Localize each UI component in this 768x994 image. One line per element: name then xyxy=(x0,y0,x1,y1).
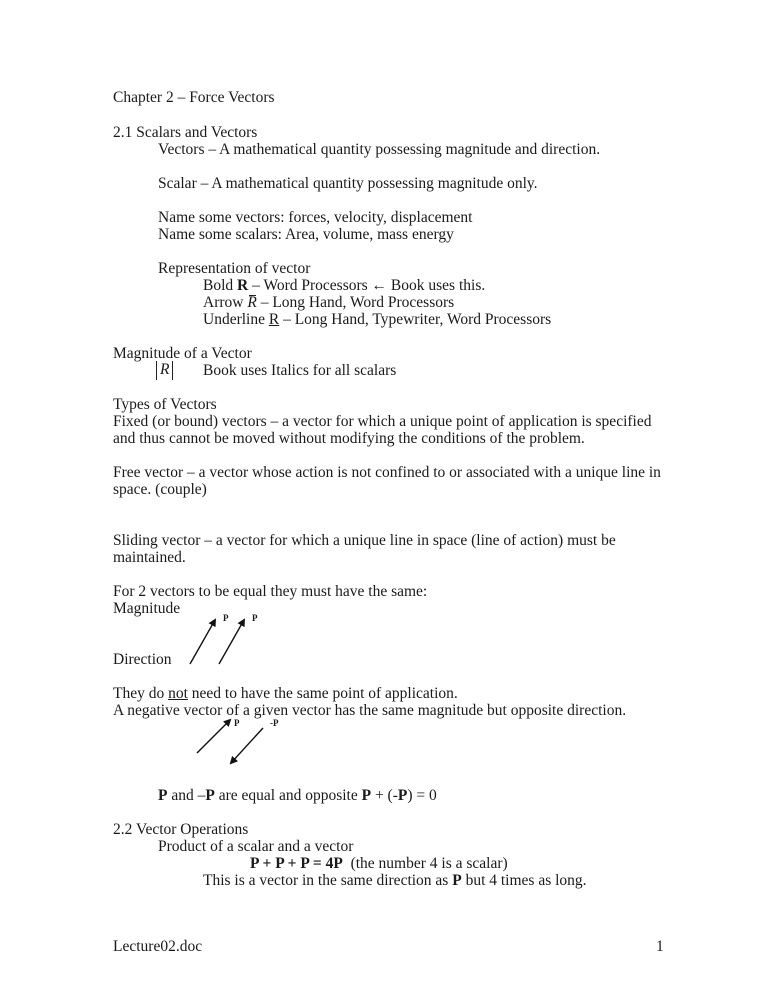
vector-examples: Name some vectors: forces, velocity, displacement xyxy=(158,209,473,226)
footer-filename: Lecture02.doc xyxy=(113,938,203,955)
bold-p: P xyxy=(205,787,215,804)
vector-p-arrow-1 xyxy=(190,620,215,664)
explain-suffix: but 4 times as long. xyxy=(461,872,587,889)
scalar-examples: Name some scalars: Area, volume, mass energy xyxy=(158,226,454,243)
arrow-symbol: R xyxy=(247,294,257,311)
equality-magnitude-label: Magnitude xyxy=(113,600,181,617)
sliding-vector-line-2: maintained. xyxy=(113,549,186,566)
scalar-product-equation xyxy=(250,855,508,872)
equation-note: (the number 4 is a scalar) xyxy=(342,855,508,872)
magnitude-note: Book uses Italics for all scalars xyxy=(203,362,397,379)
types-heading: Types of Vectors xyxy=(113,396,217,413)
arrow-label-p-1: P xyxy=(223,613,229,623)
not-prefix: They do xyxy=(113,685,169,702)
bold-p: P xyxy=(361,787,372,804)
arrow-suffix: – Long Hand, Word Processors xyxy=(256,294,455,311)
text: ) = 0 xyxy=(407,787,437,804)
text: + (- xyxy=(371,787,398,804)
representation-heading: Representation of vector xyxy=(158,260,311,277)
bold-suffix: – Word Processors ← Book uses this. xyxy=(248,277,486,294)
underline-suffix: – Long Hand, Typewriter, Word Processors xyxy=(279,311,552,328)
bold-p: P xyxy=(397,787,408,804)
text: and – xyxy=(167,787,206,804)
vector-p-arrow-3 xyxy=(197,720,230,753)
underline-prefix: Underline xyxy=(203,311,269,328)
fixed-vector-line-2: and thus cannot be moved without modifying the conditions of the problem. xyxy=(113,430,585,447)
free-vector-line-2: space. (couple) xyxy=(113,481,207,498)
equation: P + P + P = 4P xyxy=(250,855,343,872)
scalar-product-explanation xyxy=(203,872,587,889)
magnitude-symbol: R xyxy=(156,361,173,380)
sliding-vector-line-1: Sliding vector – a vector for which a unique line in space (line of action) must be xyxy=(113,532,616,549)
free-vector-line-1: Free vector – a vector whose action is not confined to or associated with a unique line in xyxy=(113,464,661,481)
underline-symbol: R xyxy=(268,311,280,328)
vector-p-arrow-2 xyxy=(219,620,244,664)
equality-intro: For 2 vectors to be equal they must have the same: xyxy=(113,583,428,600)
product-heading: Product of a scalar and a vector xyxy=(158,838,354,855)
explain-prefix: This is a vector in the same direction as xyxy=(203,872,453,889)
vector-neg-p-arrow xyxy=(231,728,263,763)
fixed-vector-line-1: Fixed (or bound) vectors – a vector for which a unique point of application is specified xyxy=(113,413,652,430)
arrow-label-p-3: P xyxy=(234,718,240,728)
arrow-label-neg-p: -P xyxy=(270,718,279,728)
footer-page-number: 1 xyxy=(656,938,664,955)
chapter-title: Chapter 2 – Force Vectors xyxy=(113,89,275,106)
bold-p: P xyxy=(452,872,462,889)
scalar-definition: Scalar – A mathematical quantity possessing magnitude only. xyxy=(158,175,538,192)
arrow-label-p-2: P xyxy=(252,613,258,623)
magnitude-heading: Magnitude of a Vector xyxy=(113,345,252,362)
vectors-definition: Vectors – A mathematical quantity possessing magnitude and direction. xyxy=(158,141,601,158)
section-2-2-heading: 2.2 Vector Operations xyxy=(113,821,249,838)
not-word: not xyxy=(168,685,188,702)
not-suffix: need to have the same point of application. xyxy=(187,685,458,702)
arrow-prefix: Arrow xyxy=(203,294,248,311)
equality-direction-label: Direction xyxy=(113,651,172,668)
equal-opposite-statement xyxy=(158,787,437,804)
negative-vector-note: A negative vector of a given vector has the same magnitude but opposite direction. xyxy=(113,702,627,719)
section-2-1-heading: 2.1 Scalars and Vectors xyxy=(113,124,258,141)
bold-prefix: Bold xyxy=(203,277,238,294)
text: are equal and opposite xyxy=(214,787,362,804)
point-of-application-note xyxy=(113,685,458,702)
bold-p: P xyxy=(158,787,168,804)
bold-symbol: R xyxy=(237,277,249,294)
